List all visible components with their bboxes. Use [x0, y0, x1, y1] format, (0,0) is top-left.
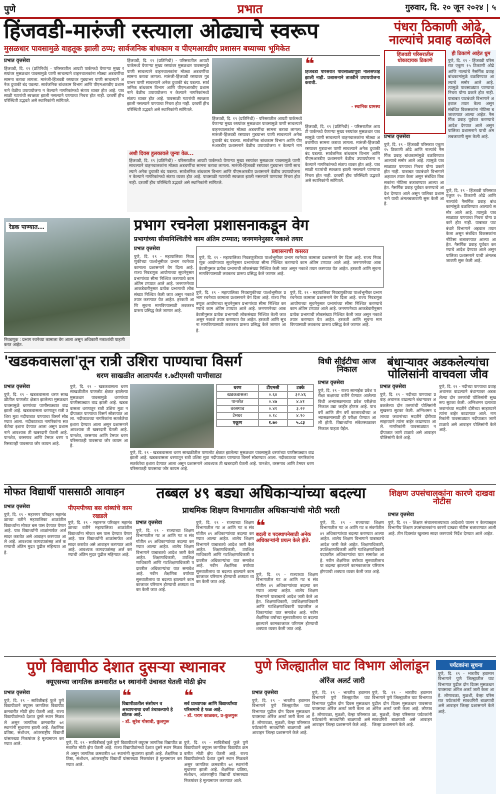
table-cell: ०.६४ — [258, 392, 287, 399]
quote-icon: ❝ — [184, 686, 194, 705]
divider — [4, 55, 380, 56]
table-cell: ४.९० — [288, 413, 314, 420]
dam-table-header: टीएमसी — [258, 385, 287, 392]
table-cell: पानशेत — [217, 399, 259, 406]
story4-headline: विधी सीईटीचा आज निकाल — [318, 357, 376, 375]
story6-box-title: पीएमपीच्या बस थांब्यांचे काम रखडले — [68, 505, 132, 520]
photo-tag: रेडक पाण्यात... — [6, 222, 47, 232]
story10-body: पुणे, दि. १९ - भारतीय हवामान विभागाने पुणे जिल्ह्यातील घाट विभागात पुढील दोन दिवस मुसळधार पावसाचा ऑरेंज अलर्ट जारी केला आहे. लोणावळा, मुळशी, वेल्हा परिसरात पर्यटकांनी सावधगिरी बाळगावी असे आवाहन जिल्हा प्रशासनाने केले आहे. — [252, 698, 310, 736]
story6-headline: मोफत विद्यार्थी पाससाठी आवाहन — [4, 487, 125, 498]
story8-byline: प्रभात वृत्तसेवा — [388, 512, 414, 518]
right-box-title: हिंजवडी परिसरातील धोकादायक ठिकाणे — [396, 52, 434, 64]
story7-body: पुणे, दि. १९ - राज्याच्या शिक्षण विभागातील गट अ आणि गट ब संवर्गातील ४९ अधिकाऱ्यांच्या बदल्या करण्यात आल्या आहेत. शालेय शिक्षण विभागाने याबाबतचे आदेश जारी केले आहेत. शिक्षणाधिकारी, उपशिक्षणाधिकारी आणि गटशिक्षणाधिकारी पदावरील अधिकाऱ्यांचा यात समावेश आहे. नवीन शैक्षणिक वर्षाच्या सुरुवातीलाच या बदल्या झाल्याने कामकाजावर परिणाम होण्याची शक्यता व्यक्त केली जात आहे. — [136, 528, 194, 593]
story5-headline: बंधाऱ्यावर अडकलेल्यांचा पोलिसांनी वाचवला जीव — [387, 355, 489, 382]
story1-box-title: अशी दिवस हुलकावले जुन्या वेळ... — [129, 151, 194, 157]
story1-quote: हिंजवडी परिसरात पावसाळ्यापूर्वी नालेसफाई झाली नाही. प्रशासनाने तातडीने उपाययोजना करावी. — [305, 70, 380, 87]
story9-byline: प्रभात वृत्तसेवा — [4, 690, 30, 696]
story6-body: पुणे, दि. १९ - महानगर परिवहन महामंडळाच्या वतीने महापालिका शाळांतील विद्यार्थ्यांना मोफत बस पास देण्यात येणार आहे. पात्र विद्यार्थ्यांनी शाळांमार्फत अर्ज सादर करावेत असे आवाहन करण्यात आले आहे. आवश्यक कागदपत्रांसह अर्ज करण्याची अंतिम मुदत पुढील महिन्यात आहे. — [4, 512, 66, 555]
story9-quote1-by: - डॉ. सुरेश गोसावी, कुलगुरू — [122, 719, 170, 725]
table-cell: वरसगाव — [217, 406, 259, 413]
story7-body-col3: पुणे, दि. १९ - राज्याच्या शिक्षण विभागातील गट अ आणि गट ब संवर्गातील ४९ अधिकाऱ्यांच्या बदल्या करण्यात आल्या आहेत. शालेय शिक्षण विभागाने याबाबतचे आदेश जारी केले आहेत. शिक्षणाधिकारी, उपशिक्षणाधिकारी आणि गटशिक्षणाधिकारी पदावरील अधिकाऱ्यांचा यात समावेश आहे. नवीन शैक्षणिक वर्षाच्या सुरुवातीलाच या बदल्या झाल्याने कामकाजावर परिणाम होण्याची शक्यता व्यक्त केली जात आहे. — [256, 572, 318, 632]
story1-body: हिंजवडी, दि. १९ (प्रतिनिधी) - परिसरातील आयटी पार्कमध्ये येणाऱ्या मुख्य रस्त्यांवर मुसळधार पावसामुळे पाणी साचल्याने वाहनचालकांना मोठ्या अडचणींचा सामना करावा लागला. मारुंजी-हिंजवडी रस्त्यावर गुडघाभर पाणी साचल्याने अनेक दुचाकी बंद पडल्या. सार्वजनिक बांधकाम विभाग आणि पीएमआरडीए प्रशासनाने वेळीच उपाययोजना न केल्याने नागरिकांमध्ये संताप व्यक्त होत आहे. पावसाळी गटारांची स्वच्छता झाली नसल्याने पाण्याचा निचरा होत नाही. दरवर्षी हीच परिस्थिती उद्भवते असे स्थानिकांनी सांगितले. — [4, 66, 124, 104]
right-story-box — [384, 50, 446, 134]
story10-box — [436, 660, 496, 794]
page-header — [0, 0, 500, 19]
quote-icon: ❝ — [305, 54, 315, 73]
divider — [4, 656, 496, 657]
story8-headline: शिक्षण उपसंचालकांना कारणे दाखवा नोटीस — [389, 489, 495, 507]
story3-headline: 'खडकवासला'तून रात्री उशिरा पाण्याचा विसर्ग — [4, 354, 242, 370]
story1-body-col2: हिंजवडी, दि. १९ (प्रतिनिधी) - परिसरातील आयटी पार्कमध्ये येणाऱ्या मुख्य रस्त्यांवर मुसळधार पावसामुळे पाणी साचल्याने वाहनचालकांना मोठ्या अडचणींचा सामना करावा लागला. मारुंजी-हिंजवडी रस्त्यावर गुडघाभर पाणी साचल्याने अनेक दुचाकी बंद पडल्या. सार्वजनिक बांधकाम विभाग आणि पीएमआरडीए प्रशासनाने वेळीच उपाययोजना न केल्याने नागरिकांमध्ये संताप व्यक्त होत आहे. पावसाळी गटारांची स्वच्छता झाली नसल्याने पाण्याचा निचरा होत नाही. दरवर्षी हीच परिस्थिती उद्भवते असे स्थानिकांनी सांगितले. — [127, 58, 209, 112]
dam-table-header: धरण — [217, 385, 259, 392]
story10-headline: पुणे जिल्ह्यातील घाट विभाग ओलांडून — [254, 659, 430, 674]
story10-box-body: पुणे, दि. १९ - भारतीय हवामान विभागाने पुणे जिल्ह्यातील घाट विभागात पुढील दोन दिवस मुसळधार पावसाचा ऑरेंज अलर्ट जारी केला आहे. लोणावळा, मुळशी, वेल्हा परिसरात पर्यटकांनी सावधगिरी बाळगावी असे आवाहन जिल्हा प्रशासनाने केले आहे. — [438, 671, 494, 714]
right-side-body: पुणे, दि. १९ - हिंजवडी परिसरात एकूण १५ ठिकाणी ओढे आणि नाल्यांचे नैसर्गिक प्रवाह बांधकामांमुळे वळविण्यात आल्याचे समोर आले आहे. त्यामुळे पावसाळ्यात पाण्याचा निचरा योग्य प्रकारे होत नाही. याबाबत पाटबंधारे विभागाने अहवाल तयार केला असून संबंधित विकसकांना नोटिसा बजावण्यात आल्या आहेत. नैसर्गिक प्रवाह पूर्ववत करण्याचे आदेश देण्यात आले असून पालिका प्रशासनाने याची अंमलबजावणी सुरू केली आहे. — [448, 58, 494, 139]
table-cell: ३.२२ — [288, 406, 314, 413]
right-story-headline: पंधरा ठिकाणी ओढे, नाल्यांचे प्रवाह वळविले — [388, 19, 492, 48]
story1-headline: हिंजवडी-मारुंजी रस्त्याला ओढ्याचे स्वरूप — [4, 19, 319, 43]
story9-subhead: क्यूएसच्या जागतिक क्रमवारीत ७१ स्थानांनी उंचावत घेतली मोठी झेप — [46, 678, 206, 686]
story2-byline: प्रभात वृत्तसेवा — [134, 246, 160, 252]
table-cell: ०.१८ — [258, 413, 287, 420]
story2-box-title: प्रशासनाची कसरत — [271, 249, 309, 255]
story3-photo — [130, 384, 214, 448]
table-row — [217, 399, 314, 406]
story1-box-body: हिंजवडी, दि. १९ (प्रतिनिधी) - परिसरातील आयटी पार्कमध्ये येणाऱ्या मुख्य रस्त्यांवर मुसळधार पावसामुळे पाणी साचल्याने वाहनचालकांना मोठ्या अडचणींचा सामना करावा लागला. मारुंजी-हिंजवडी रस्त्यावर गुडघाभर पाणी साचल्याने अनेक दुचाकी बंद पडल्या. सार्वजनिक बांधकाम विभाग आणि पीएमआरडीए प्रशासनाने वेळीच उपाययोजना न केल्याने नागरिकांमध्ये संताप व्यक्त होत आहे. पावसाळी गटारांची स्वच्छता झाली नसल्याने पाण्याचा निचरा होत नाही. दरवर्षी हीच परिस्थिती उद्भवते असे स्थानिकांनी सांगितले. — [129, 158, 300, 185]
story7-column — [136, 520, 194, 652]
story7-subhead: प्राथमिक शिक्षण विभागातील अधिकाऱ्यांची मोठी भरती — [182, 506, 340, 515]
city-label: पुणे — [4, 5, 16, 15]
right-story-body: पुणे, दि. १९ - हिंजवडी परिसरात एकूण १५ ठिकाणी ओढे आणि नाल्यांचे नैसर्गिक प्रवाह बांधकामांमुळे वळविण्यात आल्याचे समोर आले आहे. त्यामुळे पावसाळ्यात पाण्याचा निचरा योग्य प्रकारे होत नाही. याबाबत पाटबंधारे विभागाने अहवाल तयार केला असून संबंधित विकसकांना नोटिसा बजावण्यात आल्या आहेत. नैसर्गिक प्रवाह पूर्ववत करण्याचे आदेश देण्यात आले असून पालिका प्रशासनाने याची अंमलबजावणी सुरू केली आहे. — [384, 142, 444, 207]
right-story-byline: प्रभात वृत्तसेवा — [384, 134, 410, 140]
table-row — [217, 420, 314, 427]
dam-table-header: टक्के — [288, 385, 314, 392]
story9-column — [4, 690, 64, 794]
table-cell: ०.४१ — [258, 406, 287, 413]
right-story-body-col2: पुणे, दि. १९ - हिंजवडी परिसरात एकूण १५ ठिकाणी ओढे आणि नाल्यांचे नैसर्गिक प्रवाह बांधकामांमुळे वळविण्यात आल्याचे समोर आले आहे. त्यामुळे पावसाळ्यात पाण्याचा निचरा योग्य प्रकारे होत नाही. याबाबत पाटबंधारे विभागाने अहवाल तयार केला असून संबंधित विकसकांना नोटिसा बजावण्यात आल्या आहेत. नैसर्गिक प्रवाह पूर्ववत करण्याचे आदेश देण्यात आले असून पालिका प्रशासनाने याची अंमलबजावणी सुरू केली आहे. — [446, 188, 496, 264]
table-cell: एकूण — [217, 420, 259, 427]
right-box-photo — [386, 66, 444, 116]
date-page-label: गुरुवार, दि. २० जून २०२४ | ५ — [405, 3, 496, 12]
story9-body-col3: पुणे, दि. १९ - सावित्रीबाई फुले पुणे विद्यापीठाने क्यूएस जागतिक विद्यापीठ क्रमवारीत मोठी झेप घेतली आहे. राज्य विद्यापीठांमध्ये देशात दुसरे स्थान मिळवले असून जागतिक क्रमवारीत ७१ स्थानांनी सुधारणा झाली आहे. शैक्षणिक प्रतिष्ठा, संशोधन, आंतरराष्ट्रीय विद्यार्थी यांसारख्या निकषांवर हे मूल्यमापन करण्यात आले. — [184, 740, 248, 783]
story4-column — [318, 380, 376, 480]
table-row — [217, 413, 314, 420]
story3-subhead: धरण साखळीत आतापर्यंत १.७टीएमसी पाणीसाठा — [96, 372, 222, 380]
story2-column — [134, 246, 194, 336]
story5-body-col2: पुणे, दि. १९ - नदीच्या पाण्याचा प्रवाह अचानक वाढल्याने बंधाऱ्यावर अडकलेल्या दोन तरुणांची पोलिसांनी सुखरूप सुटका केली. अग्निशमन दलाच्या जवानांच्या मदतीने दोरीच्या साहाय्याने त्यांना बाहेर काढण्यात आले. नागरिकांनी पावसाळ्यात नदीपात्रात जाणे टाळावे असे आवाहन पोलिसांनी केले आहे. — [439, 384, 496, 433]
story10-subhead: ऑरेंज अलर्ट जारी — [319, 677, 365, 685]
story6-column — [4, 504, 66, 652]
story1-column — [4, 58, 124, 214]
story1-box — [127, 150, 302, 212]
story8-column — [388, 512, 496, 652]
story1-quote-by: - स्थानिक ग्रामस्थ — [351, 105, 380, 110]
story6-box-body: पुणे, दि. १९ - महानगर परिवहन महामंडळाच्या वतीने महापालिका शाळांतील विद्यार्थ्यांना मोफत बस पास देण्यात येणार आहे. पात्र विद्यार्थ्यांनी शाळांमार्फत अर्ज सादर करावेत असे आवाहन करण्यात आले आहे. आवश्यक कागदपत्रांसह अर्ज करण्याची अंतिम मुदत पुढील महिन्यात आहे. — [68, 520, 132, 558]
story9-quote2: सर्व प्राध्यापक आणि विद्यार्थ्यांच्या परिश्रमाचे हे फळ आहे. — [184, 702, 238, 713]
story1-body-col3: हिंजवडी, दि. १९ (प्रतिनिधी) - परिसरातील आयटी पार्कमध्ये येणाऱ्या मुख्य रस्त्यांवर मुसळधार पावसामुळे पाणी साचल्याने वाहनचालकांना मोठ्या अडचणींचा सामना करावा लागला. मारुंजी-हिंजवडी रस्त्यावर गुडघाभर पाणी साचल्याने अनेक दुचाकी बंद पडल्या. सार्वजनिक बांधकाम विभाग आणि पीएमआरडीए प्रशासनाने वेळीच उपाययोजना न केल्याने नाग — [212, 116, 302, 148]
table-cell: टेमघर — [217, 413, 259, 420]
right-side-title: ही ठिकाणे आहेत धुम — [451, 51, 491, 57]
story2-headline: प्रभाग रचनेला प्रशासनाकडून वेग — [134, 216, 309, 234]
story9-quote2-by: - डॉ. पराग काळकर, प्र-कुलगुरू — [184, 714, 238, 719]
right-story-column — [384, 134, 444, 334]
story1-large-photo — [4, 218, 130, 336]
story8-body: पुणे, दि. १९ - शिक्षण संचालनालयाच्या आदेशाचे पालन न केल्याबद्दल विभागीय शिक्षण उपसंचालकांना कारणे दाखवा नोटीस बजावण्यात आली आहे. तीन दिवसांत खुलासा सादर करण्याचे निर्देश देण्यात आले आहेत. — [388, 520, 496, 536]
table-cell: १.७० — [258, 420, 287, 427]
table-row — [217, 406, 314, 413]
story2-body-col2: पुणे, दि. १९ - महापालिका निवडणुकीच्या पार्श्वभूमीवर प्रभाग रचनेच्या कामाला प्रशासनाने वेग दिला आहे. राज्य निवडणूक आयोगाच्या सूचनेनुसार प्रभागांच्या सीमा निश्चित करण्याचे काम अंतिम टप्प्यात आले आहे. जनगणनेच्या आकडेवारीनुसार प्रत्येक प्रभागाची लोकसंख्या निश्चित केली जात असून नकाशे तयार करण्यात येत आहेत. हरकती आणि सूचना मागविण्यासाठी लवकरच प्रारूप प्रसिद्ध केले जाणार आहे. — [196, 290, 286, 333]
story1-body-col4: हिंजवडी, दि. १९ (प्रतिनिधी) - परिसरातील आयटी पार्कमध्ये येणाऱ्या मुख्य रस्त्यांवर मुसळधार पावसामुळे पाणी साचल्याने वाहनचालकांना मोठ्या अडचणींचा सामना करावा लागला. मारुंजी-हिंजवडी रस्त्यावर गुडघाभर पाणी साचल्याने अनेक दुचाकी बंद पडल्या. सार्वजनिक बांधकाम विभाग आणि पीएमआरडीए प्रशासनाने वेळीच उपाययोजना न केल्याने नागरिकांमध्ये संताप व्यक्त होत आहे. पावसाळी गटारांची स्वच्छता झाली नसल्याने पाण्याचा निचरा होत नाही. दरवर्षी हीच परिस्थिती उद्भवते असे स्थानिकांनी सांगितले. — [305, 124, 380, 184]
story2-box — [196, 246, 384, 288]
story9-body-col2: पुणे, दि. १९ - सावित्रीबाई फुले पुणे विद्यापीठाने क्यूएस जागतिक विद्यापीठ क्रमवारीत मोठी झेप घेतली आहे. राज्य विद्यापीठांमध्ये देशात दुसरे स्थान मिळवले असून जागतिक क्रमवारीत ७१ स्थानांनी सुधारणा झाली आहे. शैक्षणिक प्रतिष्ठा, संशोधन, आंतरराष्ट्रीय विद्यार्थी यांसारख्या निकषांवर हे मूल्यमापन करण्यात आले. — [66, 740, 182, 767]
story3-body: पुणे, दि. १९ - खडकवासला धरण साखळीतील पाणलोट क्षेत्रात झालेल्या मुसळधार पावसामुळे धरणांच्या पाणीसाठ्यात वाढ झाली आहे. खडकवासला धरणातून रात्री उशिरा मुठा नदीपात्रात पाण्याचा विसर्ग सोडण्यात आला. नदीकाठच्या नागरिकांना सतर्कतेचा इशारा देण्यात आला असून प्रशासनाने आवश्यक ती खबरदारी घेतली आहे. पानशेत, वरसगाव आणि टेमघर धरण परिसरातही पावसाचा जोर कायम आहे. — [4, 392, 68, 446]
story4-body: पुणे, दि. १९ - राज्य सामाईक प्रवेश परीक्षा कक्षाच्या वतीने घेण्यात आलेल्या विधी अभ्यासक्रमाच्या प्रवेश परीक्षेचा निकाल उद्या जाहीर होणार आहे. पाच वर्षे आणि तीन वर्षे कालावधीच्या अभ्यासक्रमासाठी ही परीक्षा घेण्यात आली होती. विद्यार्थ्यांना संकेतस्थळावर निकाल पाहता येईल. — [318, 388, 376, 431]
story7-body-col2: पुणे, दि. १९ - राज्याच्या शिक्षण विभागातील गट अ आणि गट ब संवर्गातील ४९ अधिकाऱ्यांच्या बदल्या करण्यात आल्या आहेत. शालेय शिक्षण विभागाने याबाबतचे आदेश जारी केले आहेत. शिक्षणाधिकारी, उपशिक्षणाधिकारी आणि गटशिक्षणाधिकारी पदावरील अधिकाऱ्यांचा यात समावेश आहे. नवीन शैक्षणिक वर्षाच्या सुरुवातीलाच या बदल्या झाल्याने कामकाजावर परिणाम होण्याची शक्यता व्यक्त केली जात आहे. — [196, 520, 254, 585]
story2-body: पुणे, दि. १९ - महापालिका निवडणुकीच्या पार्श्वभूमीवर प्रभाग रचनेच्या कामाला प्रशासनाने वेग दिला आहे. राज्य निवडणूक आयोगाच्या सूचनेनुसार प्रभागांच्या सीमा निश्चित करण्याचे काम अंतिम टप्प्यात आले आहे. जनगणनेच्या आकडेवारीनुसार प्रत्येक प्रभागाची लोकसंख्या निश्चित केली जात असून नकाशे तयार करण्यात येत आहेत. हरकती आणि सूचना मागविण्यासाठी लवकरच प्रारूप प्रसिद्ध केले जाणार आहे. — [134, 254, 194, 314]
story1-photo-caption: निवडणूक : प्रभाग रचनेच्या कामाला वेग आला असून अधिकारी नकाशांची पाहणी करत आहेत. — [4, 337, 130, 349]
story10-column — [252, 690, 310, 794]
story3-column — [4, 384, 68, 480]
story6-box — [68, 504, 132, 652]
story5-body: पुणे, दि. १९ - नदीच्या पाण्याचा प्रवाह अचानक वाढल्याने बंधाऱ्यावर अडकलेल्या दोन तरुणांची पोलिसांनी सुखरूप सुटका केली. अग्निशमन दलाच्या जवानांच्या मदतीने दोरीच्या साहाय्याने त्यांना बाहेर काढण्यात आले. नागरिकांनी पावसाळ्यात नदीपात्रात जाणे टाळावे असे आवाहन पोलिसांनी केले आहे. — [380, 392, 436, 441]
quote-icon: ❝ — [256, 516, 266, 535]
table-cell: ४.४१ — [288, 399, 314, 406]
quote-icon: ❝ — [122, 686, 132, 705]
right-side-box — [446, 50, 496, 185]
story9-headline: पुणे विद्यापीठ देशात दुसऱ्या स्थानावर — [26, 658, 226, 676]
story2-box-body: पुणे, दि. १९ - महापालिका निवडणुकीच्या पार्श्वभूमीवर प्रभाग रचनेच्या कामाला प्रशासनाने वेग दिला आहे. राज्य निवडणूक आयोगाच्या सूचनेनुसार प्रभागांच्या सीमा निश्चित करण्याचे काम अंतिम टप्प्यात आले आहे. जनगणनेच्या आकडेवारीनुसार प्रत्येक प्रभागाची लोकसंख्या निश्चित केली जात असून नकाशे तयार करण्यात येत आहेत. हरकती आणि सूचना मागविण्यासाठी लवकरच प्रारूप प्रसिद्ध केले जाणार आहे. — [199, 255, 381, 277]
table-cell: ५.८३ — [288, 420, 314, 427]
story7-quote: बदली व पदस्थापनेसाठी अनेक अधिकाऱ्यांनी प्रयत्न केले होते. — [256, 532, 311, 544]
story7-body-col4: पुणे, दि. १९ - राज्याच्या शिक्षण विभागातील गट अ आणि गट ब संवर्गातील ४९ अधिकाऱ्यांच्या बदल्या करण्यात आल्या आहेत. शालेय शिक्षण विभागाने याबाबतचे आदेश जारी केले आहेत. शिक्षणाधिकारी, उपशिक्षणाधिकारी आणि गटशिक्षणाधिकारी पदावरील अधिकाऱ्यांचा यात समावेश आहे. नवीन शैक्षणिक वर्षाच्या सुरुवातीलाच या बदल्या झाल्याने कामकाजावर परिणाम होण्याची शक्यता व्यक्त केली जात आहे. — [320, 520, 384, 574]
story9-body: पुणे, दि. १९ - सावित्रीबाई फुले पुणे विद्यापीठाने क्यूएस जागतिक विद्यापीठ क्रमवारीत मोठी झेप घेतली आहे. राज्य विद्यापीठांमध्ये देशात दुसरे स्थान मिळवले असून जागतिक क्रमवारीत ७१ स्थानांनी सुधारणा झाली आहे. शैक्षणिक प्रतिष्ठा, संशोधन, आंतरराष्ट्रीय विद्यार्थी यांसारख्या निकषांवर हे मूल्यमापन करण्यात आले. — [4, 698, 64, 747]
story2-subhead: प्रभागांच्या सीमानिश्चितीचे काम अंतिम टप्प्यात; जनगणनेनुसार नकाशे तयार — [134, 236, 303, 243]
story5-byline: प्रभात वृत्तसेवा — [380, 384, 406, 390]
story10-body-col2: पुणे, दि. १९ - भारतीय हवामान विभागाने पुणे जिल्ह्यातील घाट विभागात पुढील दोन दिवस मुसळधार पावसाचा ऑरेंज अलर्ट जारी केला आहे. लोणावळा, मुळशी, वेल्हा परिसरात पर्यटकांनी सावधगिरी बाळगावी असे आवाहन जिल्हा प्रशासनाने केले आहे. — [312, 690, 370, 728]
story7-byline: प्रभात वृत्तसेवा — [136, 520, 162, 526]
table-cell: खडकवासला — [217, 392, 259, 399]
table-row — [217, 392, 314, 399]
story7-quote-box — [256, 516, 318, 570]
table-cell: ३२.४६ — [288, 392, 314, 399]
story4-byline: प्रभात वृत्तसेवा — [318, 380, 344, 386]
story1-byline: प्रभात वृत्तसेवा — [4, 58, 30, 64]
story3-body-col3: पुणे, दि. १९ - खडकवासला धरण साखळीतील पाणलोट क्षेत्रात झालेल्या मुसळधार पावसामुळे धरणांच्या पाणीसाठ्यात वाढ झाली आहे. खडकवासला धरणातून रात्री उशिरा मुठा नदीपात्रात पाण्याचा विसर्ग सोडण्यात आला. नदीकाठच्या नागरिकांना सतर्कतेचा इशारा देण्यात आला असून प्रशासनाने आवश्यक ती खबरदारी घेतली आहे. पानशेत, वरसगाव आणि टेमघर धरण परिसरातही पावसाचा जोर कायम आहे. — [130, 450, 314, 472]
story1-subhead: मुसळधार पावसामुळे वाहतूक झाली ठप्प; सार्वजनिक बांधकाम व पीएमआरडीए प्रशासन बघ्याच्या भूमिकेत — [4, 44, 290, 53]
divider — [4, 352, 496, 353]
story9-photo — [66, 690, 120, 738]
story9-quote1: विद्यापीठातील संशोधन व अध्यापनाचा दर्जा उंचावल्याचे हे द्योतक आहे. — [122, 702, 173, 718]
story5-column — [380, 384, 436, 480]
story10-box-title: पर्यटकांना सूचना — [436, 660, 496, 670]
story9-quote2-box — [184, 686, 248, 738]
story10-byline: प्रभात वृत्तसेवा — [252, 690, 278, 696]
table-cell: ०.४७ — [258, 399, 287, 406]
story10-body-col3: पुणे, दि. १९ - भारतीय हवामान विभागाने पुणे जिल्ह्यातील घाट विभागात पुढील दोन दिवस मुसळधार पावसाचा ऑरेंज अलर्ट जारी केला आहे. लोणावळा, मुळशी, वेल्हा परिसरात पर्यटकांनी सावधगिरी बाळगावी असे आवाहन जिल्हा प्रशासनाने केले आहे. — [372, 690, 432, 728]
story3-byline: प्रभात वृत्तसेवा — [4, 384, 30, 390]
story7-headline: तब्बल ४९ बड्या अधिकाऱ्यांच्या बदल्या — [156, 484, 366, 502]
dam-table — [216, 384, 314, 427]
masthead-logo: प्रभात — [237, 2, 263, 16]
story1-photo — [212, 58, 302, 114]
story6-byline: प्रभात वृत्तसेवा — [4, 504, 30, 510]
story1-quote-box — [305, 54, 380, 122]
story2-body-col3: पुणे, दि. १९ - महापालिका निवडणुकीच्या पार्श्वभूमीवर प्रभाग रचनेच्या कामाला प्रशासनाने वेग दिला आहे. राज्य निवडणूक आयोगाच्या सूचनेनुसार प्रभागांच्या सीमा निश्चित करण्याचे काम अंतिम टप्प्यात आले आहे. जनगणनेच्या आकडेवारीनुसार प्रत्येक प्रभागाची लोकसंख्या निश्चित केली जात असून नकाशे तयार करण्यात येत आहेत. हरकती आणि सूचना मागविण्यासाठी लवकरच प्रारूप प्रसिद्ध केले जाणार आहे. — [290, 290, 382, 328]
story3-body-col2: पुणे, दि. १९ - खडकवासला धरण साखळीतील पाणलोट क्षेत्रात झालेल्या मुसळधार पावसामुळे धरणांच्या पाणीसाठ्यात वाढ झाली आहे. खडकवासला धरणातून रात्री उशिरा मुठा नदीपात्रात पाण्याचा विसर्ग सोडण्यात आला. नदीकाठच्या नागरिकांना सतर्कतेचा इशारा देण्यात आला असून प्रशासनाने आवश्यक ती खबरदारी घेतली आहे. पानशेत, वरसगाव आणि टेमघर धरण परिसरातही पावसाचा जोर कायम आहे. — [70, 384, 128, 449]
